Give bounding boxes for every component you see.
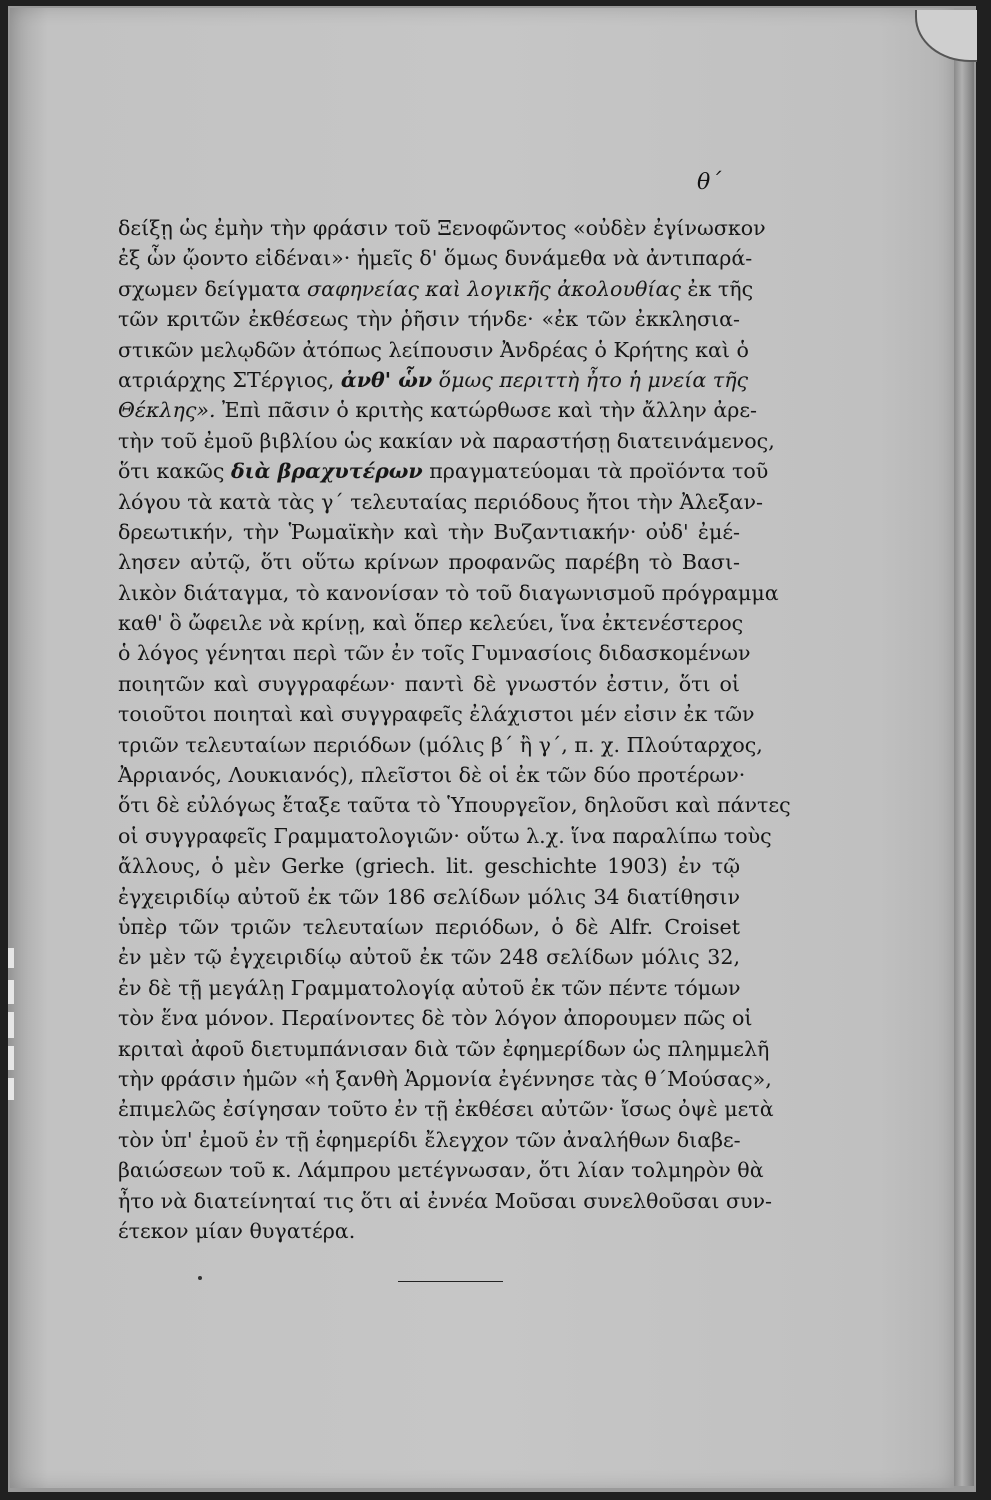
text-segment: ἐκ τῆς — [680, 276, 754, 301]
text-line: δρεωτικήν, τὴν Ῥωμαϊκὴν καὶ τὴν Βυζαντιακήν· οὐδ' ἐμέ- — [118, 519, 740, 544]
text-line: καθ' ὃ ὤφειλε νὰ κρίνῃ, καὶ ὅπερ κελεύει, ἵνα ἐκτενέστερος — [118, 611, 744, 636]
text-line: κριταὶ ἀφοῦ διετυμπάνισαν διὰ τῶν ἐφημερίδων ὡς πλημμελῆ — [118, 1036, 770, 1061]
binding-tape-mark — [8, 948, 14, 968]
text-line: ἐγχειριδίῳ αὐτοῦ ἐκ τῶν 186 σελίδων μόλις 34 διατίθησιν — [118, 884, 740, 909]
italic-emphasis: ὅμως περιττὴ ἦτο ἡ μνεία τῆς — [432, 367, 749, 392]
text-segment: Ἐπὶ πᾶσιν ὁ κριτὴς κατώρθωσε καὶ τὴν ἄλλην ἀρε- — [215, 398, 758, 423]
text-line: στικῶν μελῳδῶν ἀτόπως λείπουσιν Ἀνδρέας ὁ Κρήτης καὶ ὁ — [118, 337, 749, 362]
text-line: τὴν φράσιν ἡμῶν «ἡ ξανθὴ Ἁρμονία ἐγέννησε τὰς θ΄Μούσας», — [118, 1066, 772, 1091]
text-line: ὁ λόγος γένηται περὶ τῶν ἐν τοῖς Γυμνασίοις διδασκομένων — [118, 641, 751, 666]
text-line — [118, 456, 769, 486]
text-line: τὸν ἕνα μόνον. Περαίνοντες δὲ τὸν λόγον ἀπορουμεν πῶς οἱ — [118, 1006, 753, 1031]
italic-emphasis: σαφηνείας καὶ λογικῆς ἀκολουθίας — [307, 276, 681, 301]
text-line: ὅτι δὲ εὐλόγως ἔταξε ταῦτα τὸ Ὑπουργεῖον, δηλοῦσι καὶ πάντες — [118, 793, 791, 818]
text-line: Ἀρριανός, Λουκιανός), πλεῖστοι δὲ οἱ ἐκ τῶν δύο προτέρων· — [118, 763, 746, 788]
text-segment: ατριάρχης ΣΤέργιος, — [118, 367, 341, 392]
binding-tape-mark — [8, 1078, 14, 1100]
text-line: ὑπὲρ τῶν τριῶν τελευταίων περιόδων, ὁ δὲ Alfr. Croiset — [118, 914, 740, 939]
page-edge — [954, 12, 974, 1486]
ink-speck — [198, 1276, 202, 1280]
text-line: βαιώσεων τοῦ κ. Λάμπρου μετέγνωσαν, ὅτι λίαν τολμηρὸν θὰ — [118, 1158, 764, 1183]
binding-tape-mark — [8, 1012, 14, 1038]
text-line: τοιοῦτοι ποιηταὶ καὶ συγγραφεῖς ἐλάχιστοι μέν εἰσιν ἐκ τῶν — [118, 702, 755, 727]
text-line: τῶν κριτῶν ἐκθέσεως τὴν ῥῆσιν τήνδε· «ἐκ τῶν ἐκκλησια- — [118, 307, 740, 332]
text-line: ποιητῶν καὶ συγγραφέων· παντὶ δὲ γνωστόν ἐστιν, ὅτι οἱ — [118, 671, 740, 696]
text-line: ἐπιμελῶς ἐσίγησαν τοῦτο ἐν τῇ ἐκθέσει αὐτῶν· ἴσως ὀψὲ μετὰ — [118, 1097, 774, 1122]
text-line — [118, 365, 749, 395]
text-line — [118, 274, 754, 304]
body-text — [118, 213, 791, 1246]
text-line: ἐν δὲ τῇ μεγάλῃ Γραμματολογίᾳ αὐτοῦ ἐκ τῶν πέντε τόμων — [118, 975, 741, 1000]
text-line: ἐξ ὧν ᾤοντο εἰδέναι»· ἡμεῖς δ' ὅμως δυνάμεθα νὰ ἀντιπαρά- — [118, 246, 753, 271]
text-line: τὴν τοῦ ἐμοῦ βιβλίου ὡς κακίαν νὰ παραστήσῃ διατεινάμενος, — [118, 428, 775, 453]
bold-emphasis: διὰ βραχυτέρων — [230, 459, 423, 484]
text-line: έτεκον μίαν θυγατέρα. — [118, 1218, 356, 1243]
text-segment: ὅτι κακῶς — [118, 459, 231, 484]
text-line: λικὸν διάταγμα, τὸ κανονίσαν τὸ τοῦ διαγωνισμοῦ πρόγραμμα — [118, 580, 779, 605]
page-number: θ΄ — [697, 170, 722, 195]
text-line: ἦτο νὰ διατείνηταί τις ὅτι αἱ ἐννέα Μοῦσαι συνελθοῦσαι συν- — [118, 1188, 773, 1213]
closing-rule — [398, 1281, 503, 1282]
text-segment: πραγματεύομαι τὰ προϊόντα τοῦ — [422, 459, 769, 484]
text-line — [118, 395, 758, 425]
text-segment: σχωμεν δείγματα — [118, 276, 308, 301]
binding-tape-mark — [8, 980, 14, 1004]
text-line: τὸν ὑπ' ἐμοῦ ἐν τῇ ἐφημερίδι ἔλεγχον τῶν ἀναλήθων διαβε- — [118, 1127, 741, 1152]
italic-emphasis: Θέκλης». — [118, 398, 216, 423]
text-line: ἄλλους, ὁ μὲν Gerke (griech. lit. geschichte 1903) ἐν τῷ — [118, 854, 740, 879]
text-line: λόγου τὰ κατὰ τὰς γ΄ τελευταίας περιόδους ἤτοι τὴν Ἀλεξαν- — [118, 489, 763, 514]
text-line: τριῶν τελευταίων περιόδων (μόλις β΄ ἢ γ΄, π. χ. Πλούταρχος, — [118, 732, 763, 757]
binding-tape-mark — [8, 1046, 14, 1070]
text-line: λησεν αὐτῷ, ὅτι οὕτω κρίνων προφανῶς παρέβη τὸ Βασι- — [118, 550, 740, 575]
bold-emphasis: ἀνθ' ὧν — [340, 367, 433, 392]
text-line: ἐν μὲν τῷ ἐγχειριδίῳ αὐτοῦ ἐκ τῶν 248 σελίδων μόλις 32, — [118, 945, 740, 970]
text-line: οἱ συγγραφεῖς Γραμματολογιῶν· οὕτω λ.χ. ἵνα παραλίπω τοὺς — [118, 823, 772, 848]
text-line: δείξῃ ὡς ἐμὴν τὴν φράσιν τοῦ Ξενοφῶντος «οὐδὲν ἐγίνωσκον — [118, 216, 766, 240]
